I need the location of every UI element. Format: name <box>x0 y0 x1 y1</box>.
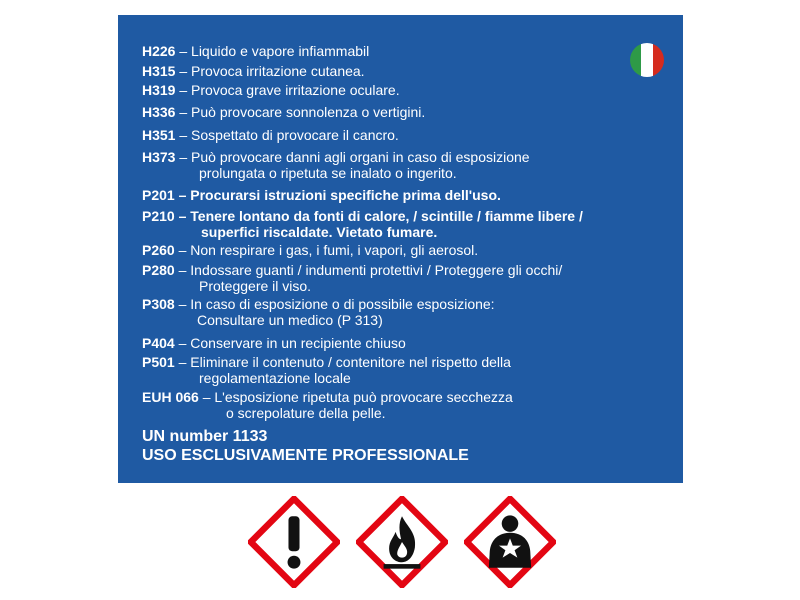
statement-code: H373 <box>142 149 176 165</box>
statement-text: – Eliminare il contenuto / contenitore nel rispetto della <box>174 354 511 370</box>
statement-h373 <box>142 149 530 181</box>
statement-text: – Può provocare sonnolenza o vertigini. <box>175 104 426 120</box>
italian-flag-icon <box>630 43 664 77</box>
statement-h351 <box>142 127 399 143</box>
statement-text: – Sospettato di provocare il cancro. <box>175 127 399 143</box>
statement-euh066 <box>142 389 513 421</box>
statement-text: – Provoca grave irritazione oculare. <box>175 82 400 98</box>
statement-code: P280 <box>142 262 175 278</box>
statement-text: – Liquido e vapore infiammabil <box>175 43 370 59</box>
statement-code: H351 <box>142 127 176 143</box>
statement-text: – Indossare guanti / indumenti protettivi / Proteggere gli occhi/ <box>174 262 563 278</box>
exclamation-mark-icon <box>248 496 340 588</box>
flame-icon <box>356 496 448 588</box>
statement-p308 <box>142 296 495 328</box>
statement-h336 <box>142 104 425 120</box>
statement-code: H226 <box>142 43 176 59</box>
statement-continuation: prolungata o ripetuta se inalato o ingerito. <box>199 165 457 181</box>
statement-text: – Conservare in un recipiente chiuso <box>174 335 406 351</box>
health-hazard-icon <box>464 496 556 588</box>
statement-continuation: regolamentazione locale <box>199 370 351 386</box>
statement-text: – Procurarsi istruzioni specifiche prima dell'uso. <box>174 187 501 203</box>
ghs-pictograms <box>248 496 558 588</box>
statement-text: – L'esposizione ripetuta può provocare secchezza <box>198 389 513 405</box>
statement-text: – Tenere lontano da fonti di calore, / scintille / fiamme libere / <box>174 208 583 224</box>
statement-h319 <box>142 82 400 98</box>
statement-text: – In caso di esposizione o di possibile esposizione: <box>174 296 495 312</box>
statement-text: – Può provocare danni agli organi in caso di esposizione <box>175 149 530 165</box>
statement-h226 <box>142 43 369 59</box>
statement-code: P201 <box>142 187 175 203</box>
statement-p501 <box>142 354 511 386</box>
statement-code: P308 <box>142 296 175 312</box>
statement-code: H319 <box>142 82 176 98</box>
statement-p280 <box>142 262 562 294</box>
statement-code: P210 <box>142 208 175 224</box>
statement-p201 <box>142 187 501 203</box>
statement-continuation: o screpolature della pelle. <box>226 405 386 421</box>
statement-h315 <box>142 63 365 79</box>
statement-text: – Non respirare i gas, i fumi, i vapori, gli aerosol. <box>174 242 479 258</box>
statement-code: EUH 066 <box>142 389 199 405</box>
hazard-statements-panel <box>118 15 683 483</box>
statement-continuation: Consultare un medico (P 313) <box>197 312 383 328</box>
professional-use-notice: USO ESCLUSIVAMENTE PROFESSIONALE <box>142 447 469 464</box>
statement-code: H315 <box>142 63 176 79</box>
statement-continuation: Proteggere il viso. <box>199 278 312 294</box>
un-number: UN number 1133 <box>142 428 268 445</box>
statement-p210 <box>142 208 583 240</box>
statement-continuation: superfici riscaldate. Vietato fumare. <box>201 224 438 240</box>
statement-p404 <box>142 335 406 351</box>
statement-text: – Provoca irritazione cutanea. <box>175 63 365 79</box>
statement-code: P501 <box>142 354 175 370</box>
statement-p260 <box>142 242 478 258</box>
statement-code: P404 <box>142 335 175 351</box>
statement-code: P260 <box>142 242 175 258</box>
statement-code: H336 <box>142 104 176 120</box>
